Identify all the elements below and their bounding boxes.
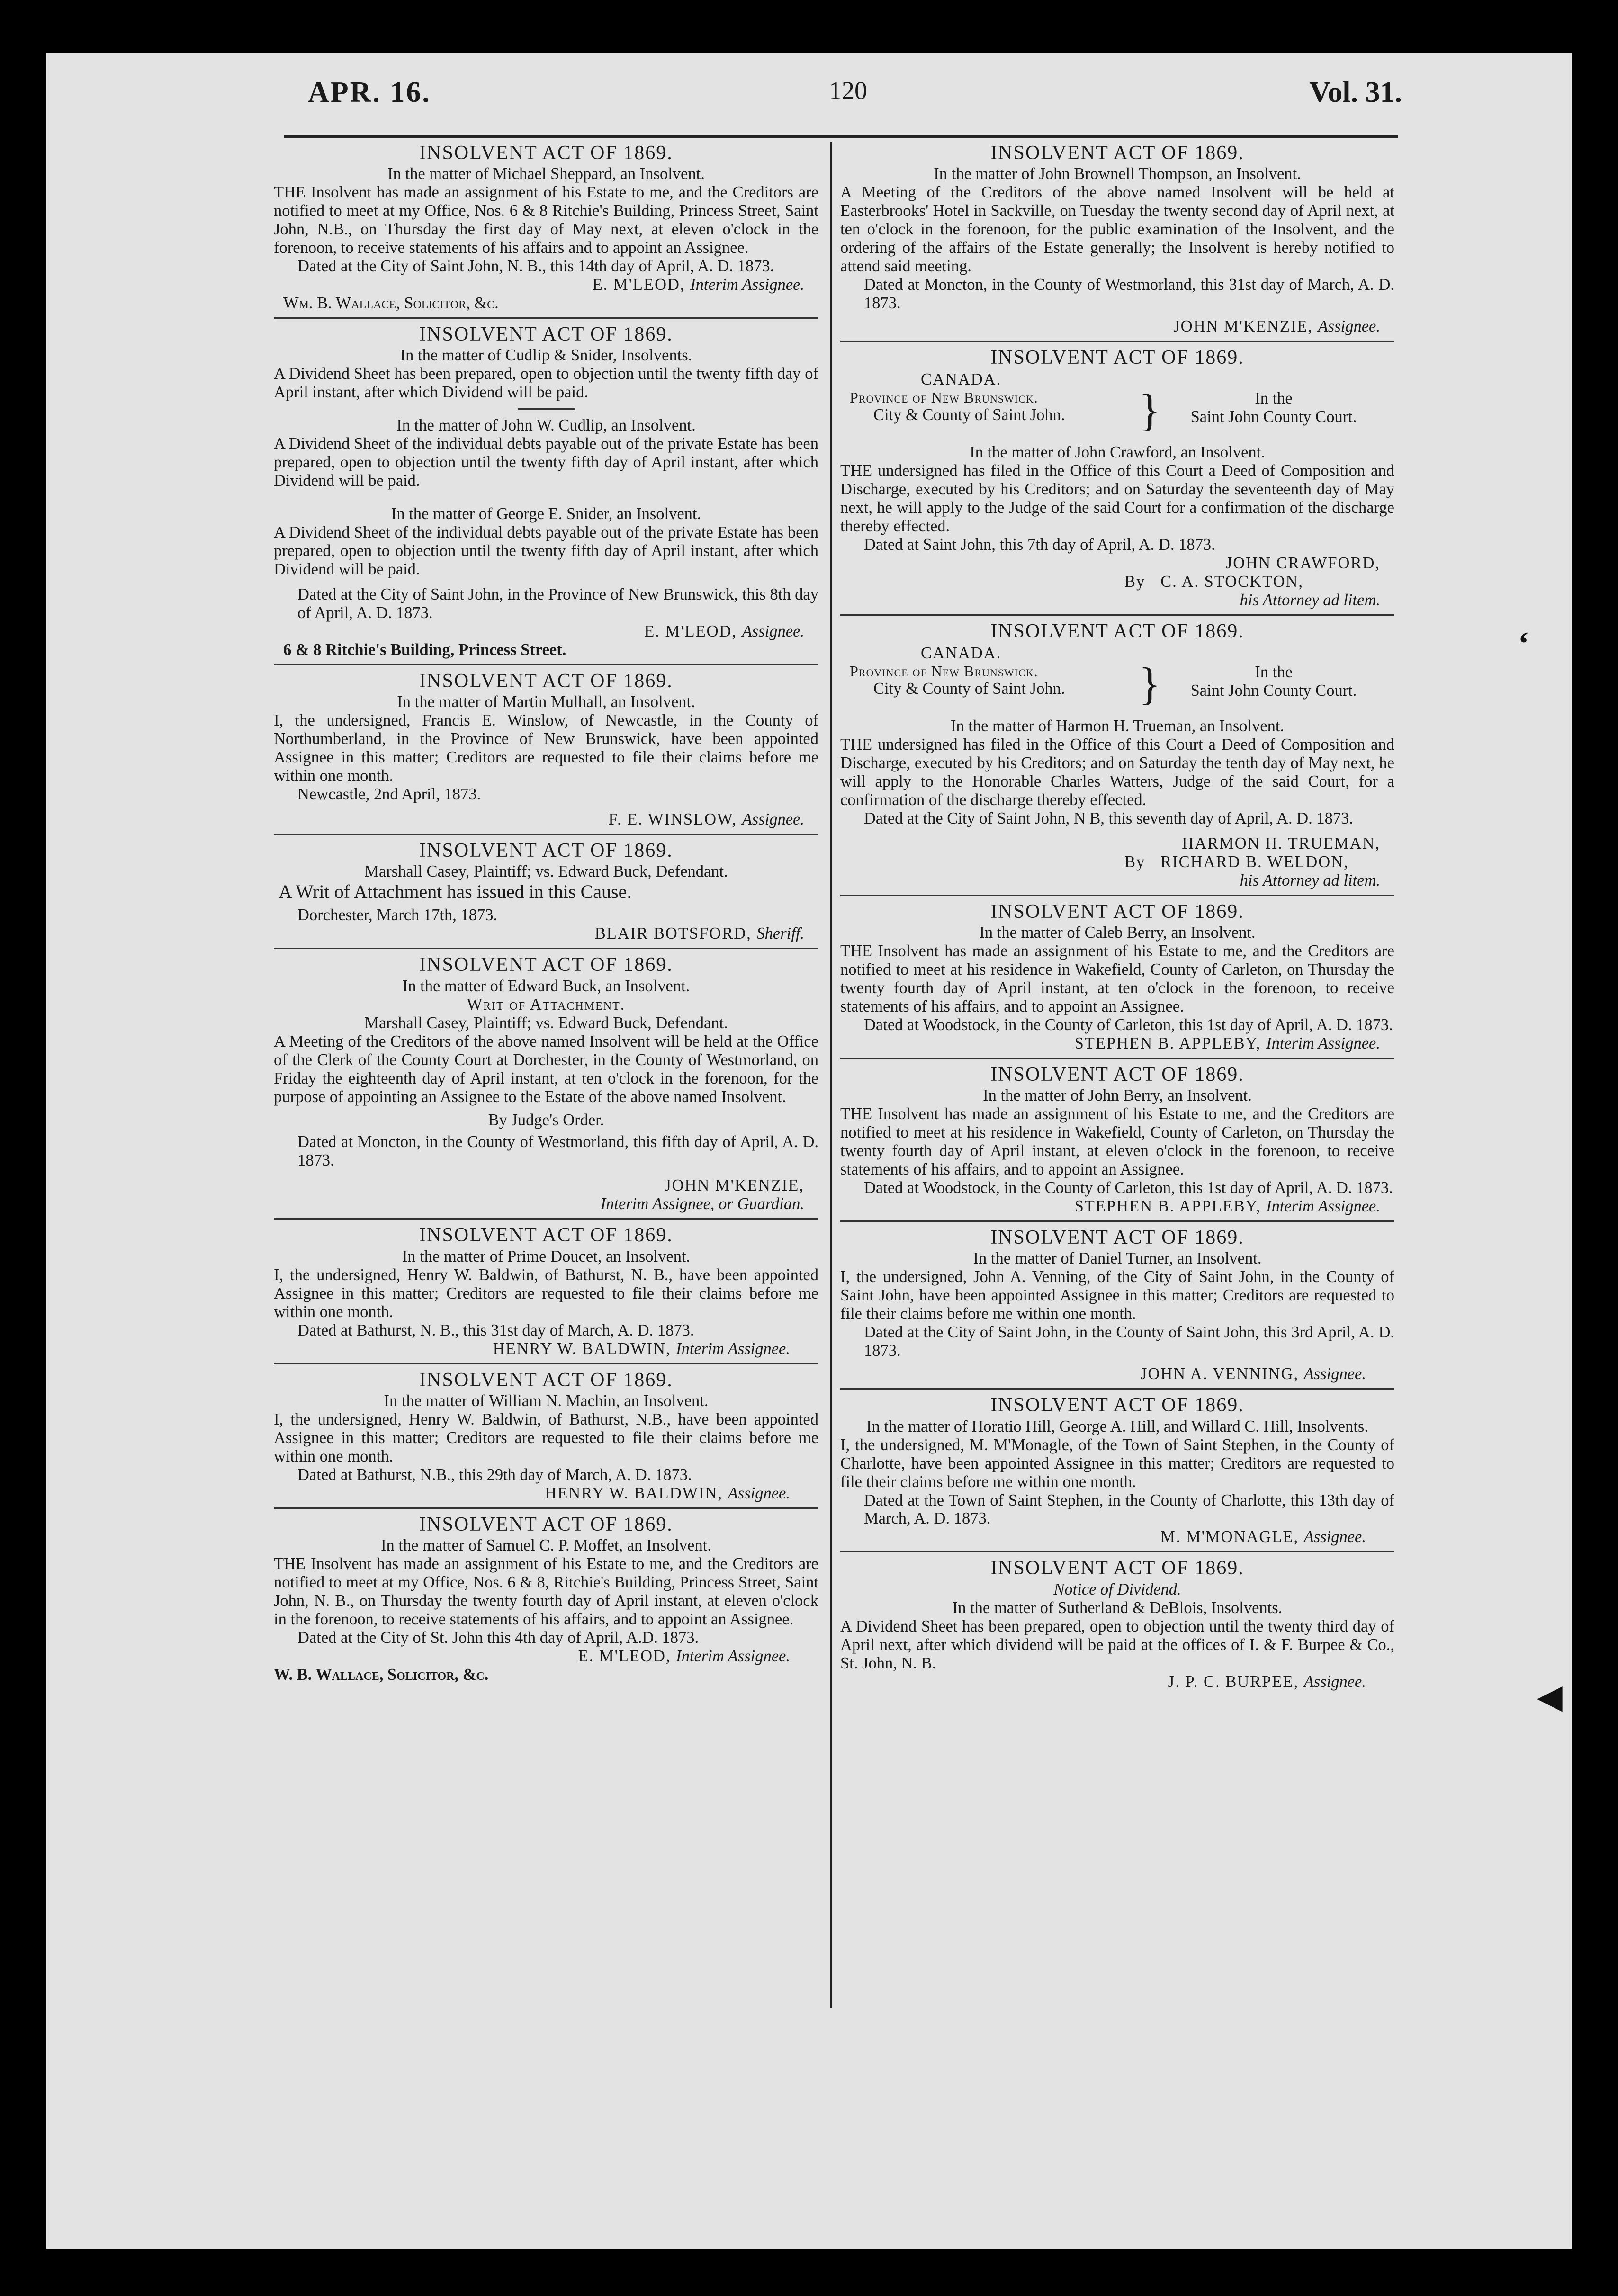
brace-glyph: } [1139, 385, 1161, 436]
notice-parties: Marshall Casey, Plaintiff; vs. Edward Buck, Defendant. [364, 862, 728, 881]
notice [840, 1064, 1394, 1216]
signer-name: E. M'LEOD, [592, 276, 685, 294]
notice-matter: In the matter of Michael Sheppard, an Insolvent. [387, 165, 705, 183]
notice-dated: Dated at the City of Saint John, N B, this seventh day of April, A. D. 1873. [864, 809, 1353, 828]
notice-title: INSOLVENT ACT OF 1869. [990, 1064, 1244, 1086]
court-name [1162, 389, 1385, 426]
notice-dated: Newcastle, 2nd April, 1873. [297, 785, 481, 804]
attorney-name: C. A. STOCKTON, [1160, 573, 1304, 591]
left-column [274, 141, 818, 1684]
solicitor-line: W. B. Wallace, Solicitor, &c. [274, 1665, 489, 1684]
brace-glyph: } [1139, 658, 1161, 709]
court-title: Saint John County Court. [1190, 408, 1357, 426]
signer-role: Interim Assignee. [676, 1647, 790, 1665]
notice-matter: In the matter of John Crawford, an Insolvent. [970, 443, 1265, 462]
signer-role: Interim Assignee. [1266, 1034, 1380, 1053]
notice-body: I, the undersigned, John A. Venning, of the City of Saint John, in the County of Saint John, have been appointed Assignee in this matter; Creditors are requested to file their claims before me within one month. [840, 1268, 1394, 1323]
notice-title: INSOLVENT ACT OF 1869. [419, 323, 673, 346]
notice-dated: Dated at Moncton, in the County of Westmorland, this 31st day of March, A. D. 1873. [864, 276, 1394, 313]
signer-name: E. M'LEOD, [578, 1647, 671, 1665]
notice-body: I, the undersigned, Henry W. Baldwin, of Bathurst, N.B., have been appointed Assignee in this matter; Creditors are requested to file their claims before me within one month. [274, 1410, 818, 1465]
notice-subtitle: Notice of Dividend. [1053, 1580, 1181, 1598]
notice-body: A Meeting of the Creditors of the above named Insolvent will be held at Easterbrooks' Hotel in Sackville, on Tuesday the twenty second day of April next, at ten o'clock in the forenoon, for the public examination of the Insolvent, and the ordering of the affairs of the Estate generally; the Insolvent is hereby notified to attend said meeting. [840, 183, 1394, 276]
notice [274, 1224, 818, 1358]
attorney-line: By C. A. STOCKTON, [1124, 573, 1304, 591]
notice-matter: In the matter of Daniel Turner, an Insolvent. [973, 1249, 1262, 1268]
notice-dated: Dated at Woodstock, in the County of Carleton, this 1st day of April, A. D. 1873. [864, 1016, 1393, 1034]
page-number: 120 [829, 76, 867, 105]
signer-name: JOHN A. VENNING, [1140, 1365, 1299, 1383]
short-rule [518, 408, 575, 410]
notice [274, 670, 818, 829]
solicitor-line: Wm. B. Wallace, Solicitor, &c. [283, 294, 499, 313]
court-title: Saint John County Court. [1190, 682, 1357, 700]
margin-arrow-icon: ◀ [1537, 1679, 1563, 1715]
signer-role: Interim Assignee, or Guardian. [600, 1195, 804, 1213]
notice [840, 620, 1394, 890]
notice-signature [274, 1484, 818, 1503]
notice [274, 840, 818, 943]
signer-role: Interim Assignee. [690, 276, 804, 294]
notice [840, 901, 1394, 1053]
issue-date: APR. 16. [308, 76, 431, 108]
notice-signature [840, 1528, 1394, 1546]
signer-name: HENRY W. BALDWIN, [545, 1484, 723, 1502]
notice-matter: In the matter of Edward Buck, an Insolvent. [402, 977, 690, 995]
signer-name: F. E. WINSLOW, [608, 810, 737, 829]
notice-rule [840, 1058, 1394, 1059]
notice-rule [274, 1363, 818, 1364]
notice-matter: In the matter of John Brownell Thompson, an Insolvent. [934, 165, 1301, 183]
notice-parties: Marshall Casey, Plaintiff; vs. Edward Buck, Defendant. [364, 1013, 728, 1032]
signer-name: J. P. C. BURPEE, [1168, 1672, 1299, 1691]
notice-dated: Dated at the Town of Saint Stephen, in the County of Charlotte, this 13th day of March, A. D. 1873. [864, 1491, 1394, 1528]
notice-dated: Dated at the City of St. John this 4th day of April, A.D. 1873. [297, 1628, 699, 1647]
notice-rule [274, 664, 818, 665]
signer-role: Assignee. [1318, 317, 1380, 336]
court-jurisdiction [850, 370, 1143, 424]
notice-rule [840, 614, 1394, 616]
notice-rule [840, 341, 1394, 342]
attorney-role: his Attorney ad litem. [1240, 591, 1380, 610]
notice [274, 954, 818, 1213]
notice [840, 1557, 1394, 1691]
notice-title: INSOLVENT ACT OF 1869. [990, 142, 1244, 164]
signer-name: STEPHEN B. APPLEBY, [1074, 1034, 1261, 1053]
notice-body: THE undersigned has filed in the Office of this Court a Deed of Composition and Discharge, executed by his Creditors; and on Saturday the seventeenth day of May next, he will apply to the Judge of the said Court for a confirmation of the discharge thereby effected. [840, 462, 1394, 536]
notice-dated: Dated at Bathurst, N. B., this 31st day of March, A. D. 1873. [297, 1321, 694, 1339]
notice-body: A Dividend Sheet has been prepared, open to objection until the twenty fifth day of April instant, after which Dividend will be paid. [274, 365, 818, 402]
column-divider [830, 142, 832, 2008]
notice-rule [274, 834, 818, 835]
notice-rule [274, 317, 818, 319]
right-column [840, 141, 1394, 1691]
margin-mark-icon: ‘ [1518, 626, 1529, 662]
notice-rule [840, 1388, 1394, 1390]
notice-title: INSOLVENT ACT OF 1869. [419, 954, 673, 976]
notice-body: A Writ of Attachment has issued in this Cause. [279, 881, 632, 903]
court-in: In the [1255, 663, 1293, 682]
notice-title: INSOLVENT ACT OF 1869. [419, 670, 673, 692]
notice-body: THE undersigned has filed in the Office of this Court a Deed of Composition and Discharge, executed by his Creditors; and on Saturday the tenth day of May next, he will apply to the Honorable Charles Watters, Judge of the said Court, for a confirmation of the discharge thereby effected. [840, 735, 1394, 809]
notice-body: A Dividend Sheet of the individual debts payable out of the private Estate has been prepared, open to objection until the twenty fifth day of April instant, after which Dividend will be paid. [274, 435, 818, 490]
signer-role: Assignee. [1303, 1528, 1366, 1546]
notice-signature [840, 1197, 1394, 1216]
court-jurisdiction [850, 644, 1143, 698]
notice-matter: In the matter of Prime Doucet, an Insolvent. [402, 1247, 691, 1265]
signer-role: Sheriff. [756, 924, 804, 943]
signer-name: HENRY W. BALDWIN, [493, 1339, 671, 1358]
signer-name: BLAIR BOTSFORD, [594, 924, 752, 943]
notice-matter: In the matter of William N. Machin, an Insolvent. [384, 1391, 709, 1410]
signer-name: JOHN M'KENZIE, [1173, 317, 1313, 336]
notice-dated: Dated at Moncton, in the County of Westmorland, this fifth day of April, A. D. 1873. [297, 1133, 818, 1170]
writ-heading: Writ of Attachment. [467, 995, 626, 1013]
notice [274, 1514, 818, 1684]
notice-dated: Dated at the City of Saint John, N. B., this 14th day of April, A. D. 1873. [297, 257, 774, 276]
attorney-name: RICHARD B. WELDON, [1160, 853, 1349, 871]
notice [840, 1394, 1394, 1546]
notice-body: A Dividend Sheet has been prepared, open to objection until the twenty third day of April next, after which dividend will be paid at the offices of I. & F. Burpee & Co., St. John, N. B. [840, 1617, 1394, 1672]
notice-title: INSOLVENT ACT OF 1869. [990, 347, 1244, 369]
country-label: CANADA. [921, 644, 1002, 663]
notice-signature [840, 1673, 1394, 1691]
notice-matter: In the matter of Horatio Hill, George A. Hill, and Willard C. Hill, Insolvents. [866, 1417, 1368, 1435]
notice-rule [274, 948, 818, 949]
notice-rule [274, 1218, 818, 1220]
notice-matter: In the matter of Harmon H. Trueman, an Insolvent. [950, 717, 1285, 735]
notice [840, 1227, 1394, 1383]
notice-matter: In the matter of Sutherland & DeBlois, Insolvents. [952, 1598, 1283, 1617]
signer-role: Assignee. [742, 622, 804, 641]
court-name [1162, 663, 1385, 700]
signer-role: Assignee. [728, 1484, 790, 1502]
header-rule [284, 135, 1398, 138]
notice-title: INSOLVENT ACT OF 1869. [419, 142, 673, 164]
province-label: Province of New Brunswick. [850, 389, 1038, 406]
signer-role: Interim Assignee. [1266, 1197, 1380, 1216]
notice-matter: In the matter of George E. Snider, an Insolvent. [391, 505, 701, 523]
notice-title: INSOLVENT ACT OF 1869. [419, 1513, 673, 1535]
notice-title: INSOLVENT ACT OF 1869. [990, 1394, 1244, 1417]
notice-title: INSOLVENT ACT OF 1869. [419, 840, 673, 862]
signer-role: Assignee. [1303, 1672, 1366, 1691]
notice-body: THE Insolvent has made an assignment of his Estate to me, and the Creditors are notified to meet at my Office, Nos. 6 & 8, Ritchie's Building, Princess Street, Saint John, N. B., on Thursday the twenty fourth day of April instant, at eleven o'clock in the forenoon, to receive statements of his affairs, and to appoint an Assignee. [274, 1554, 818, 1628]
notice [840, 347, 1394, 610]
court-caption [840, 370, 1394, 441]
city-label: City & County of Saint John. [873, 680, 1065, 698]
volume-label: Vol. 31. [1309, 76, 1402, 108]
notice-signature [274, 1340, 818, 1358]
notice-dated: Dated at Bathurst, N.B., this 29th day of March, A. D. 1873. [297, 1465, 692, 1484]
signer-name: JOHN CRAWFORD, [1225, 554, 1380, 573]
province-label: Province of New Brunswick. [850, 663, 1038, 680]
address-line: 6 & 8 Ritchie's Building, Princess Street. [283, 641, 566, 659]
notice-signature [840, 317, 1394, 336]
notice-rule [840, 895, 1394, 896]
city-label: City & County of Saint John. [873, 406, 1065, 424]
attorney-line: By RICHARD B. WELDON, [1124, 853, 1349, 871]
notice-signature [840, 1365, 1394, 1383]
notice-body: I, the undersigned, M. M'Monagle, of the Town of Saint Stephen, in the County of Charlotte, have been appointed Assignee in this matter; Creditors are requested to file their claims before me within one month. [840, 1435, 1394, 1491]
signer-name: E. M'LEOD, [644, 622, 737, 641]
notice [840, 142, 1394, 336]
notice-title: INSOLVENT ACT OF 1869. [990, 1227, 1244, 1249]
page-header [265, 66, 1402, 137]
notice-body: THE Insolvent has made an assignment of his Estate to me, and the Creditors are notified to meet at his residence in Wakefield, County of Carleton, on Thursday the twenty fourth day of April instant, at eleven o'clock in the forenoon, to receive statements of his affairs, and to appoint an Assignee. [840, 1105, 1394, 1179]
notice-title: INSOLVENT ACT OF 1869. [990, 620, 1244, 643]
notice-body: I, the undersigned, Francis E. Winslow, of Newcastle, in the County of Northumberland, in the Province of New Brunswick, have been appointed Assignee in this matter; Creditors are requested to file their claims before me within one month. [274, 711, 818, 785]
notice-dated: Dated at Saint John, this 7th day of April, A. D. 1873. [864, 536, 1215, 554]
signer-name: HARMON H. TRUEMAN, [1182, 834, 1380, 853]
notice-signature [274, 1647, 818, 1666]
notice [274, 323, 818, 659]
notice-body: A Meeting of the Creditors of the above named Insolvent will be held at the Office of the Clerk of the County Court at Dorchester, in the County of Westmorland, on Friday the eighteenth day of April instant, at ten o'clock in the forenoon, for the purpose of appointing an Assignee to the Estate of the above named Insolvent. [274, 1032, 818, 1106]
notice-signature [274, 622, 818, 641]
notice-title: INSOLVENT ACT OF 1869. [990, 1557, 1244, 1579]
notice-signature [840, 1034, 1394, 1053]
notice-rule [840, 1220, 1394, 1222]
notice-signature [274, 810, 818, 829]
signer-role: Interim Assignee. [676, 1339, 790, 1358]
notice-rule [840, 1551, 1394, 1552]
notice [274, 1369, 818, 1503]
notice-matter: In the matter of Samuel C. P. Moffet, an Insolvent. [381, 1536, 711, 1554]
notice-dated: Dated at the City of Saint John, in the Province of New Brunswick, this 8th day of April, A. D. 1873. [297, 585, 818, 622]
notice-matter: In the matter of John W. Cudlip, an Insolvent. [396, 416, 696, 435]
notice-matter: In the matter of John Berry, an Insolvent. [983, 1086, 1252, 1105]
notice-title: INSOLVENT ACT OF 1869. [990, 901, 1244, 923]
signer-name: M. M'MONAGLE, [1160, 1528, 1299, 1546]
notice-matter: In the matter of Martin Mulhall, an Insolvent. [397, 693, 695, 711]
court-caption [840, 644, 1394, 715]
signer-name: JOHN M'KENZIE, [665, 1176, 804, 1195]
judge-order: By Judge's Order. [488, 1111, 604, 1129]
notice-dated: Dorchester, March 17th, 1873. [297, 906, 498, 924]
attorney-role: his Attorney ad litem. [1240, 871, 1380, 890]
notice-signature [274, 276, 818, 294]
court-in: In the [1255, 389, 1293, 408]
notice-matter: In the matter of Cudlip & Snider, Insolvents. [400, 346, 692, 365]
signer-name: STEPHEN B. APPLEBY, [1074, 1197, 1261, 1216]
notice [274, 142, 818, 313]
notice-dated: Dated at Woodstock, in the County of Carleton, this 1st day of April, A. D. 1873. [864, 1179, 1393, 1197]
notice-matter: In the matter of Caleb Berry, an Insolvent. [979, 924, 1256, 942]
notice-body: I, the undersigned, Henry W. Baldwin, of Bathurst, N. B., have been appointed Assignee in this matter; Creditors are requested to file their claims before me within one month. [274, 1265, 818, 1321]
country-label: CANADA. [921, 370, 1002, 389]
notice-title: INSOLVENT ACT OF 1869. [419, 1224, 673, 1247]
notice-title: INSOLVENT ACT OF 1869. [419, 1369, 673, 1391]
signer-role: Assignee. [1303, 1365, 1366, 1383]
notice-body: A Dividend Sheet of the individual debts payable out of the private Estate has been prepared, open to objection until the twenty fifth day of April instant, after which Dividend will be paid. [274, 523, 818, 579]
notice-signature [274, 924, 818, 943]
notice-dated: Dated at the City of Saint John, in the County of Saint John, this 3rd April, A. D. 1873. [864, 1323, 1394, 1360]
notice-body: THE Insolvent has made an assignment of his Estate to me, and the Creditors are notified to meet at his residence in Wakefield, County of Carleton, on Thursday the twenty fourth day of April instant, at ten o'clock in the forenoon, to receive statements of his affairs, and to appoint an Assignee. [840, 942, 1394, 1016]
notice-body: THE Insolvent has made an assignment of his Estate to me, and the Creditors are notified to meet at my Office, Nos. 6 & 8 Ritchie's Building, Princess Street, Saint John, N.B., on Thursday the first day of May next, at eleven o'clock in the forenoon, to receive statements of his affairs and to appoint an Assignee. [274, 183, 818, 257]
notice-rule [274, 1507, 818, 1509]
signer-role: Assignee. [742, 810, 804, 829]
